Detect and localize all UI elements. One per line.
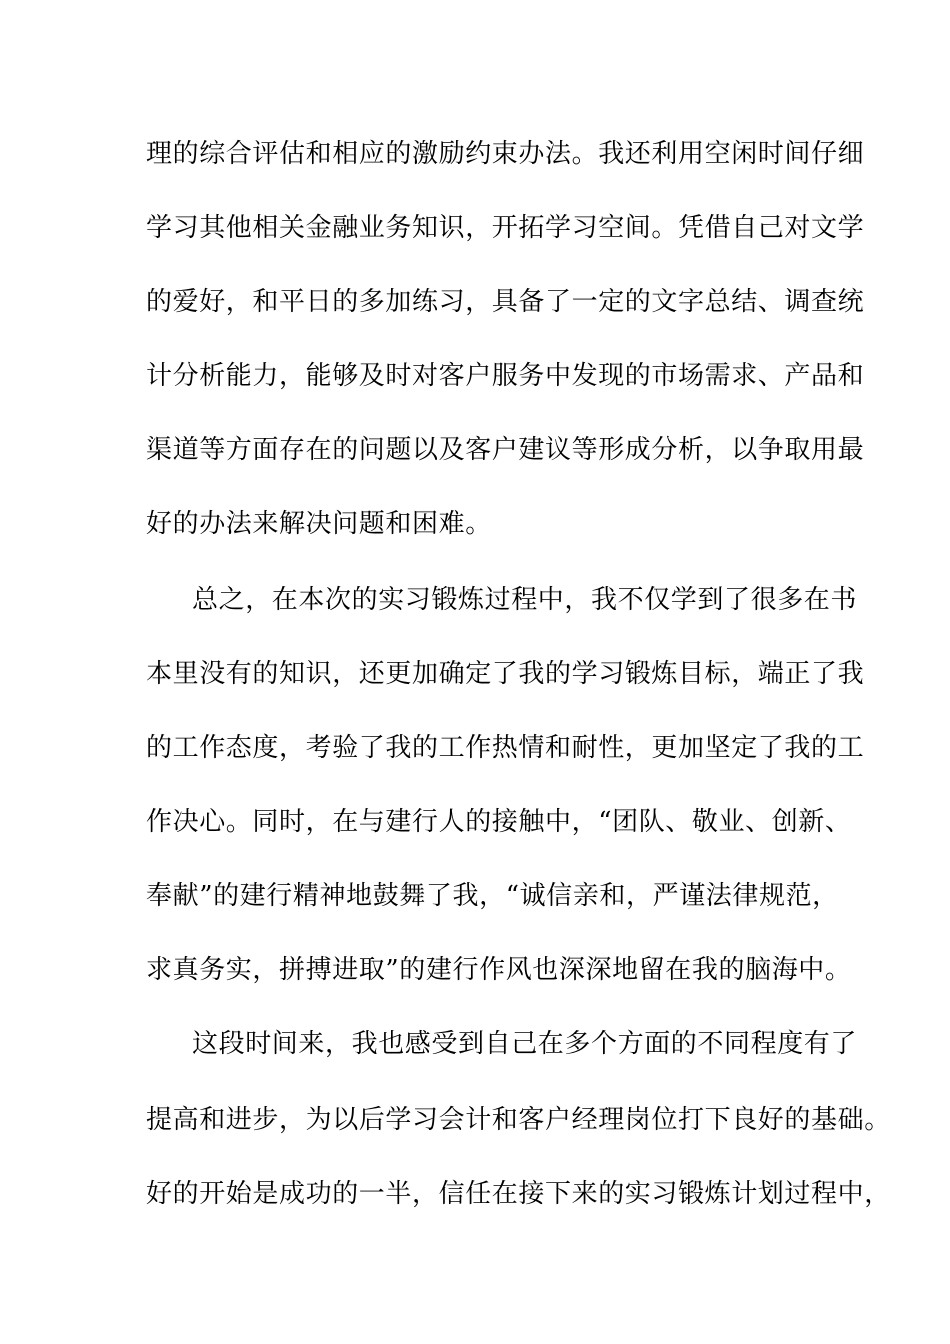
- text-line: 求真务实，拼搏进取”的建行作风也深深地留在我的脑海中。: [146, 955, 852, 985]
- text-line: 好的办法来解决问题和困难。: [146, 509, 492, 539]
- text-line: 作决心。同时，在与建行人的接触中，“团队、敬业、创新、: [146, 807, 852, 837]
- text-line: 奉献”的建行精神地鼓舞了我，“诚信亲和，严谨法律规范，: [146, 881, 839, 911]
- paragraph-first-line: 总之，在本次的实习锻炼过程中，我不仅学到了很多在书: [192, 585, 858, 615]
- text-line: 渠道等方面存在的问题以及客户建议等形成分析，以争取用最: [146, 435, 865, 465]
- text-line: 的工作态度，考验了我的工作热情和耐性，更加坚定了我的工: [146, 733, 865, 763]
- text-line: 好的开始是成功的一半，信任在接下来的实习锻炼计划过程中，: [146, 1179, 891, 1209]
- text-line: 的爱好，和平日的多加练习，具备了一定的文字总结、调查统: [146, 287, 865, 317]
- text-line: 计分析能力，能够及时对客户服务中发现的市场需求、产品和: [146, 361, 865, 391]
- paragraph-first-line: 这段时间来，我也感受到自己在多个方面的不同程度有了: [192, 1029, 858, 1059]
- text-line: 提高和进步，为以后学习会计和客户经理岗位打下良好的基础。: [146, 1105, 891, 1135]
- text-line: 理的综合评估和相应的激励约束办法。我还利用空闲时间仔细: [146, 139, 865, 169]
- text-line: 本里没有的知识，还更加确定了我的学习锻炼目标，端正了我: [146, 659, 865, 689]
- text-line: 学习其他相关金融业务知识，开拓学习空间。凭借自己对文学: [146, 213, 865, 243]
